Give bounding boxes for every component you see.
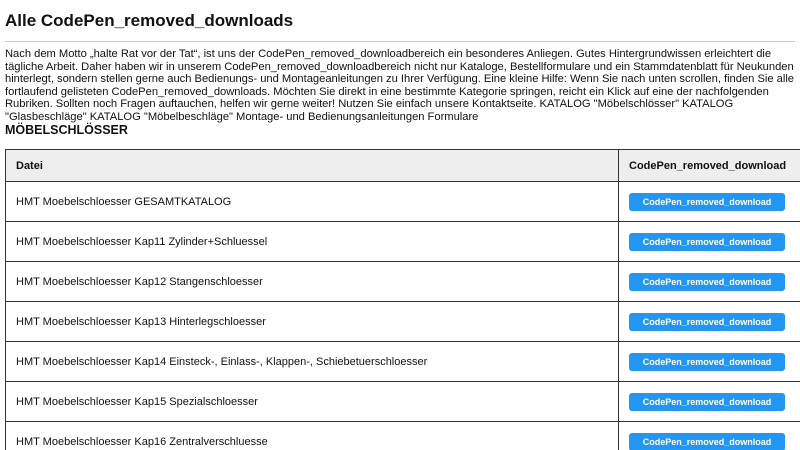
column-header-file: Datei bbox=[6, 150, 619, 182]
download-cell bbox=[619, 342, 800, 382]
download-cell bbox=[619, 382, 800, 422]
table-row bbox=[6, 342, 800, 382]
download-button[interactable]: CodePen_removed_download bbox=[629, 233, 785, 251]
download-cell bbox=[619, 262, 800, 302]
file-name-cell: HMT Moebelschloesser Kap12 Stangenschloesser bbox=[6, 262, 619, 302]
download-button[interactable]: CodePen_removed_download bbox=[629, 273, 785, 291]
download-cell bbox=[619, 222, 800, 262]
downloads-table bbox=[5, 149, 800, 450]
download-cell bbox=[619, 182, 800, 222]
table-row bbox=[6, 262, 800, 302]
section-heading: MÖBELSCHLÖSSER bbox=[5, 123, 128, 137]
page-title: Alle CodePen_removed_downloads bbox=[5, 11, 294, 30]
table-row bbox=[6, 182, 800, 222]
column-header-download: CodePen_removed_download bbox=[619, 150, 800, 182]
download-button[interactable]: CodePen_removed_download bbox=[629, 313, 785, 331]
file-name-cell: HMT Moebelschloesser Kap16 Zentralverschluesse bbox=[6, 422, 619, 450]
file-name-cell: HMT Moebelschloesser Kap13 Hinterlegschloesser bbox=[6, 302, 619, 342]
download-cell bbox=[619, 302, 800, 342]
download-button[interactable]: CodePen_removed_download bbox=[629, 193, 785, 211]
table-header-row bbox=[6, 150, 800, 182]
title-divider bbox=[5, 41, 795, 42]
intro-paragraph: Nach dem Motto „halte Rat vor der Tat“, ist uns der CodePen_removed_downloadbereich ein besonderes Anliegen. Gutes Hintergrundwissen erleichtert die tägliche Arbeit. Daher haben wir in unserem CodePen_removed_downloadbereich nicht nur Kataloge, Bestellformulare und ein Stammdatenblatt für Neukunden hinterlegt, sondern stellen gerne auch Bedienungs- und Montageanleitungen zu Ihrer Verfügung. Eine kleine Hilfe: Wenn Sie nach unten scrollen, finden Sie alle fortlaufend gelisteten CodePen_removed_downloads. Möchten Sie direkt in eine bestimmte Kategorie springen, reicht ein Klick auf eine der nachfolgenden Rubriken. Sollten noch Fragen auftauchen, helfen wir gerne weiter! Nutzen Sie einfach unsere Kontaktseite. KATALOG "Möbelschlösser" KATALOG "Glasbeschläge" KATALOG "Möbelbeschläge" Montage- und Bedienungsanleitungen Formulare bbox=[5, 48, 794, 123]
table-row bbox=[6, 302, 800, 342]
file-name-cell: HMT Moebelschloesser Kap11 Zylinder+Schluessel bbox=[6, 222, 619, 262]
download-button[interactable]: CodePen_removed_download bbox=[629, 433, 785, 450]
table-row bbox=[6, 222, 800, 262]
file-name-cell: HMT Moebelschloesser Kap15 Spezialschloesser bbox=[6, 382, 619, 422]
table-row bbox=[6, 422, 800, 450]
download-button[interactable]: CodePen_removed_download bbox=[629, 353, 785, 371]
file-name-cell: HMT Moebelschloesser GESAMTKATALOG bbox=[6, 182, 619, 222]
download-button[interactable]: CodePen_removed_download bbox=[629, 393, 785, 411]
table-row bbox=[6, 382, 800, 422]
file-name-cell: HMT Moebelschloesser Kap14 Einsteck-, Einlass-, Klappen-, Schiebetuerschloesser bbox=[6, 342, 619, 382]
download-cell bbox=[619, 422, 800, 450]
